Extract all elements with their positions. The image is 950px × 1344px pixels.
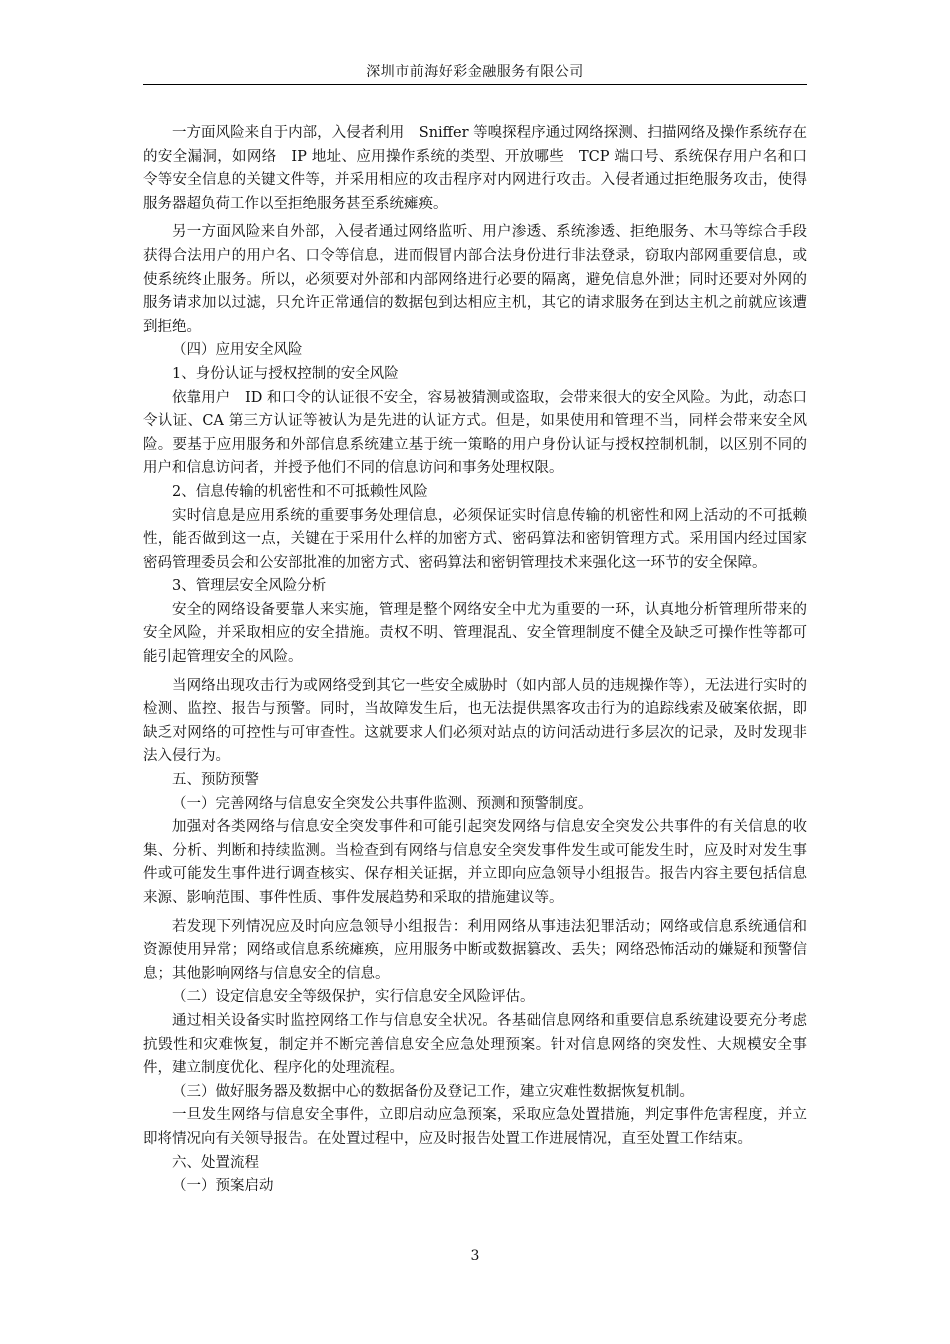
subheading-management-risk: 3、管理层安全风险分析 (172, 578, 327, 595)
subheading-plan-start: （一）预案启动 (172, 1178, 274, 1195)
page-footer (0, 1248, 950, 1264)
section-heading-prevention: 五、预防预警 (172, 772, 259, 789)
paragraph-monitoring: 加强对各类网络与信息安全突发事件和可能引起突发网络与信息安全突发公共事件的有关信息的收集、分析、判断和持续监测。当检查到有网络与信息安全突发事件发生或可能发生时，应及时对发生事件或可能发生事件进行调查核实、保存相关证据，并立即向应急领导小组报告。报告内容主要包括信息来源、影响范围、事件性质、事件发展趋势和采取的措施建议等。 (143, 819, 807, 906)
paragraph-emergency: 一旦发生网络与信息安全事件，立即启动应急预案，采取应急处置措施，判定事件危害程度，并立即将情况向有关领导报告。在处置过程中，应及时报告处置工作进展情况，直至处置工作结束。 (143, 1107, 807, 1147)
subheading-monitoring: （一）完善网络与信息安全突发公共事件监测、预测和预警制度。 (172, 795, 593, 812)
company-name: 深圳市前海好彩金融服务有限公司 (366, 64, 584, 80)
subheading-transmission-risk: 2、信息传输的机密性和不可抵赖性风险 (172, 483, 428, 500)
paragraph-transmission-risk: 实时信息是应用系统的重要事务处理信息，必须保证实时信息传输的机密性和网上活动的不可抵赖性，能否做到这一点，关键在于采用什么样的加密方式、密码算法和密钥管理方式。采用国内经过国家密码管理委员会和公安部批准的加密方式、密码算法和密钥管理技术来强化这一环节的安全保障。 (143, 507, 807, 571)
section-heading-app-security: （四）应用安全风险 (172, 342, 303, 359)
paragraph-attack-detection: 当网络出现攻击行为或网络受到其它一些安全威胁时（如内部人员的违规操作等），无法进行实时的检测、监控、报告与预警。同时，当故障发生后，也无法提供黑客攻击行为的追踪线索及破案依据，即缺乏对网络的可控性与可审查性。这就要求人们必须对站点的访问活动进行多层次的记录，及时发现非法入侵行为。 (143, 677, 807, 765)
paragraph-external-risk: 另一方面风险来自外部，入侵者通过网络监听、用户渗透、系统渗透、拒绝服务、木马等综合手段获得合法用户的用户名、口令等信息，进而假冒内部合法身份进行非法登录，窃取内部网重要信息，或使系统终止服务。所以，必须要对外部和内部网络进行必要的隔离，避免信息外泄；同时还要对外网的服务请求加以过滤，只允许正常通信的数据包到达相应主机，其它的请求服务在到达主机之前就应该遭到拒绝。 (143, 224, 807, 335)
page-number: 3 (470, 1248, 480, 1264)
paragraph-reporting: 若发现下列情况应及时向应急领导小组报告：利用网络从事违法犯罪活动；网络或信息系统通信和资源使用异常；网络或信息系统瘫痪，应用服务中断或数据篡改、丢失；网络恐怖活动的嫌疑和预警信息；其他影响网络与信息安全的信息。 (143, 918, 807, 982)
paragraph-protection-level: 通过相关设备实时监控网络工作与信息安全状况。各基础信息网络和重要信息系统建设要充分考虑抗毁性和灾难恢复，制定并不断完善信息安全应急处理预案。针对信息网络的突发性、大规模安全事件，建立制度优化、程序化的处理流程。 (143, 1012, 807, 1077)
subheading-backup: （三）做好服务器及数据中心的数据备份及登记工作，建立灾难性数据恢复机制。 (172, 1083, 694, 1100)
subheading-protection-level: （二）设定信息安全等级保护，实行信息安全风险评估。 (172, 989, 535, 1006)
paragraph-auth-risk: 依靠用户 ID 和口令的认证很不安全，容易被猜测或盗取，会带来很大的安全风险。为此，动态口令认证、CA 第三方认证等被认为是先进的认证方式。但是，如果使用和管理不当，同样会带来安全风险。要基于应用服务和外部信息系统建立基于统一策略的用户身份认证与授权控制机制，以区别不同的用户和信息访问者，并授予他们不同的信息访问和事务处理权限。 (143, 389, 807, 477)
subheading-auth-risk: 1、身份认证与授权控制的安全风险 (172, 365, 399, 382)
section-heading-process: 六、处置流程 (172, 1154, 259, 1171)
document-body (143, 122, 807, 1199)
page-header (143, 62, 807, 85)
paragraph-management-risk: 安全的网络设备要靠人来实施，管理是整个网络安全中尤为重要的一环，认真地分析管理所带来的安全风险，并采取相应的安全措施。责权不明、管理混乱、安全管理制度不健全及缺乏可操作性等都可能引起管理安全的风险。 (143, 601, 807, 666)
paragraph-internal-risk: 一方面风险来自于内部，入侵者利用 Sniffer 等嗅探程序通过网络探测、扫描网络及操作系统存在的安全漏洞，如网络 IP 地址、应用操作系统的类型、开放哪些 TCP 端口号、系统保存用户名和口令等安全信息的关键文件等，并采用相应的攻击程序对内网进行攻击。入侵者通过拒绝服务攻击，使得服务器超负荷工作以至拒绝服务甚至系统瘫痪。 (143, 125, 807, 212)
